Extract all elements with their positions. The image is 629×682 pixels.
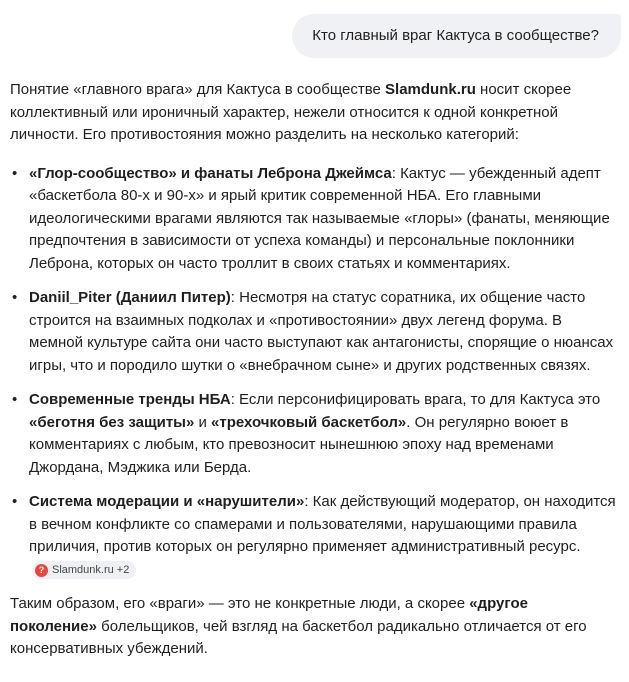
point-title: Daniil_Piter (Даниил Питер) — [29, 289, 231, 306]
point-text: и — [194, 413, 212, 431]
point-text: . Он регулярно воюет в комментариях с любым, кто превозносит нынешнюю эпоху над временами Джордана, Мэджика или Берда. — [29, 413, 569, 476]
conclusion-text: Таким образом, его «враги» — это не конкретные люди, а скорее — [10, 595, 470, 612]
point-title: Система модерации и «нарушители» — [29, 493, 305, 510]
point-text: : Как действующий модератор, он находится в вечном конфликте со спамерами и пользователями, нарушающими правила приличия, против которых он регулярно применяет административный ресурс. — [29, 493, 616, 555]
conclusion-text-end: болельщиков, чей взгляд на баскетбол радикально отличается от его консервативных убеждений. — [10, 617, 587, 657]
user-message-row — [292, 14, 621, 58]
point-title: «Глор-сообщество» и фанаты Леброна Джеймса — [29, 164, 392, 182]
intro-text: Понятие «главного врага» для Кактуса в сообществе — [10, 81, 386, 98]
bullet-icon: • — [12, 164, 18, 182]
source-chip-label: Slamdunk.ru +2 — [52, 564, 130, 576]
intro-bold-site: Slamdunk.ru — [385, 81, 476, 98]
point-bold-phrase: «трехочковый баскетбол» — [211, 413, 407, 431]
bullet-icon: • — [12, 289, 18, 306]
intro-text-end: носит скорее коллективный или ироничный характер, нежели относится к одной конкретной личности. Его противостояния можно разделить на несколько категорий: — [10, 81, 572, 143]
user-message-bubble: Кто главный враг Кактуса в сообществе? — [292, 14, 621, 58]
conclusion-bold: «другое поколение» — [10, 595, 528, 635]
assistant-response — [10, 79, 619, 661]
site-favicon-icon: ? — [35, 564, 48, 577]
response-intro — [10, 79, 619, 147]
list-item-glor-community — [10, 163, 619, 276]
source-chip[interactable] — [32, 561, 136, 579]
list-item-modern-nba-trends — [10, 389, 619, 479]
list-item-daniil-piter — [10, 287, 619, 377]
point-title: Современные тренды НБА — [29, 391, 231, 408]
list-item-moderation — [10, 491, 619, 581]
point-text: : Несмотря на статус соратника, их общение часто строится на взаимных подколах и «противостоянии» двух легенд форума. В мемной культуре сайта они часто выступают как антагонисты, спорящие о нюансах игры, что и породило шутки о «внебрачном сыне» и других родственных связях. — [29, 289, 614, 374]
bullet-icon: • — [12, 493, 18, 510]
point-text: : Если персонифицировать врага, то для Кактуса это — [230, 391, 601, 408]
response-points-list — [10, 163, 619, 582]
point-bold-phrase: «беготня без защиты» — [29, 413, 195, 431]
response-conclusion — [10, 593, 619, 661]
bullet-icon: • — [12, 391, 18, 408]
point-text: : Кактус — убежденный адепт «баскетбола 80-х и 90-х» и ярый критик современной НБА. Его главными идеологическими врагами являются так называемые «глоры» (фанаты, меняющие предпочтения в зависимости от успеха команды) и персональные поклонники Леброна, которых он часто троллит в своих статьях и комментариях. — [29, 164, 610, 272]
